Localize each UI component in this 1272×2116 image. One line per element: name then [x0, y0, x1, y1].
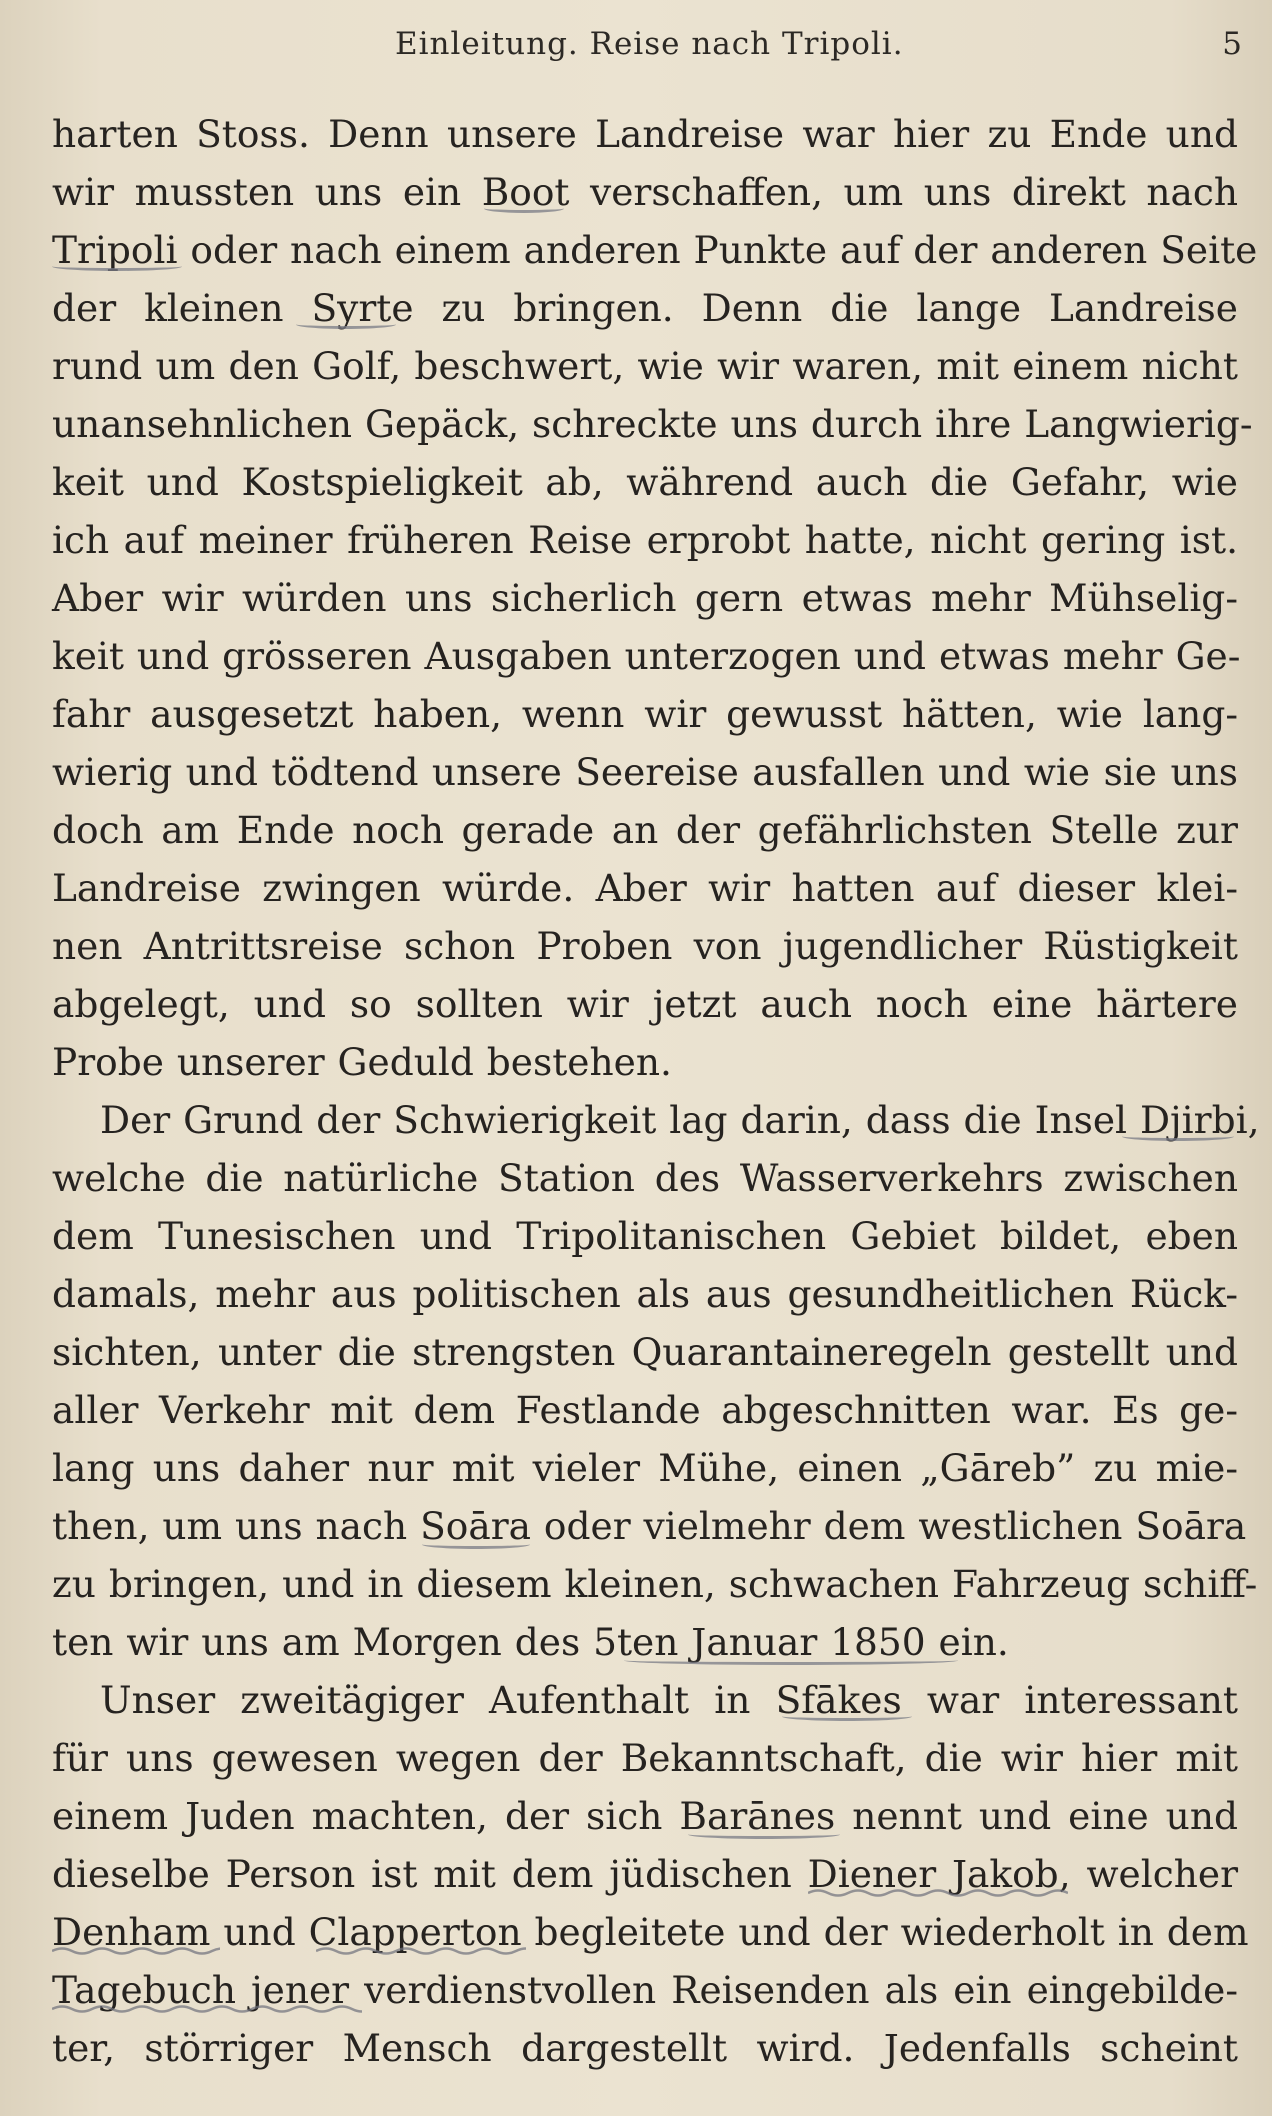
pencil-wavy-underline — [316, 1946, 526, 1956]
text-line: dieselbe Person ist mit dem jüdischen Diener Jakob, welcher — [52, 1852, 1238, 1896]
text-line: Unser zweitägiger Aufenthalt in Sfākes war interessant — [100, 1678, 1238, 1722]
text-line: dem Tunesischen und Tripolitanischen Gebiet bildet, eben — [52, 1214, 1238, 1258]
text-line: zu bringen, und in diesem kleinen, schwachen Fahrzeug schiff- — [52, 1562, 1258, 1606]
text-line: Tripoli oder nach einem anderen Punkte auf der anderen Seite — [52, 228, 1258, 272]
pencil-underline — [484, 204, 564, 213]
pencil-underline — [52, 262, 182, 271]
text-line: Der Grund der Schwierigkeit lag darin, dass die Insel Djirbi, — [100, 1098, 1260, 1142]
text-line: wierig und tödtend unsere Seereise ausfallen und wie sie uns — [52, 750, 1238, 794]
text-line: Aber wir würden uns sicherlich gern etwas mehr Mühselig- — [52, 576, 1238, 620]
pencil-underline — [624, 1656, 958, 1665]
text-line: wir mussten uns ein Boot verschaffen, um uns direkt nach — [52, 170, 1238, 214]
page-number: 5 — [1222, 26, 1242, 62]
pencil-underline — [688, 1830, 840, 1839]
text-line: then, um uns nach Soāra oder vielmehr dem westlichen Soāra — [52, 1504, 1247, 1548]
text-line: Probe unserer Geduld bestehen. — [52, 1040, 672, 1084]
text-line: keit und grösseren Ausgaben unterzogen und etwas mehr Ge- — [52, 634, 1241, 678]
text-line: keit und Kostspieligkeit ab, während auch die Gefahr, wie — [52, 460, 1238, 504]
text-line: abgelegt, und so sollten wir jetzt auch noch eine härtere — [52, 982, 1238, 1026]
text-line: fahr ausgesetzt haben, wenn wir gewusst hätten, wie lang- — [52, 692, 1238, 736]
text-line: damals, mehr aus politischen als aus gesundheitlichen Rück- — [52, 1272, 1238, 1316]
text-line: rund um den Golf, beschwert, wie wir waren, mit einem nicht — [52, 344, 1238, 388]
text-line: ten wir uns am Morgen des 5ten Januar 1850 ein. — [52, 1620, 1009, 1664]
text-line: lang uns daher nur mit vieler Mühe, einen „Gāreb” zu mie- — [52, 1446, 1238, 1490]
text-line: harten Stoss. Denn unsere Landreise war hier zu Ende und — [52, 112, 1238, 156]
text-line: welche die natürliche Station des Wasserverkehrs zwischen — [52, 1156, 1238, 1200]
pencil-wavy-underline — [808, 1888, 1068, 1898]
running-head: Einleitung. Reise nach Tripoli. — [395, 26, 904, 62]
pencil-wavy-underline — [52, 1946, 220, 1956]
text-line: unansehnlichen Gepäck, schreckte uns durch ihre Langwierig- — [52, 402, 1253, 446]
pencil-underline — [782, 1712, 912, 1721]
text-line: ter, störriger Mensch dargestellt wird. Jedenfalls scheint — [52, 2026, 1238, 2070]
text-line: für uns gewesen wegen der Bekanntschaft, die wir hier mit — [52, 1736, 1238, 1780]
text-line: Landreise zwingen würde. Aber wir hatten auf dieser klei- — [52, 866, 1238, 910]
text-line: nen Antrittsreise schon Proben von jugendlicher Rüstigkeit — [52, 924, 1238, 968]
text-line: Tagebuch jener verdienstvollen Reisenden als ein eingebilde- — [52, 1968, 1238, 2012]
pencil-underline — [422, 1540, 530, 1549]
pencil-underline — [296, 320, 396, 329]
text-line: aller Verkehr mit dem Festlande abgeschnitten war. Es ge- — [52, 1388, 1238, 1432]
pencil-underline — [1122, 1132, 1234, 1141]
pencil-wavy-underline — [52, 2004, 362, 2014]
text-line: Denham und Clapperton begleitete und der wiederholt in dem — [52, 1910, 1249, 1954]
text-line: sichten, unter die strengsten Quarantaineregeln gestellt und — [52, 1330, 1238, 1374]
text-line: einem Juden machten, der sich Barānes nennt und eine und — [52, 1794, 1238, 1838]
text-line: ich auf meiner früheren Reise erprobt hatte, nicht gering ist. — [52, 518, 1238, 562]
text-line: der kleinen Syrte zu bringen. Denn die lange Landreise — [52, 286, 1238, 330]
text-line: doch am Ende noch gerade an der gefährlichsten Stelle zur — [52, 808, 1238, 852]
